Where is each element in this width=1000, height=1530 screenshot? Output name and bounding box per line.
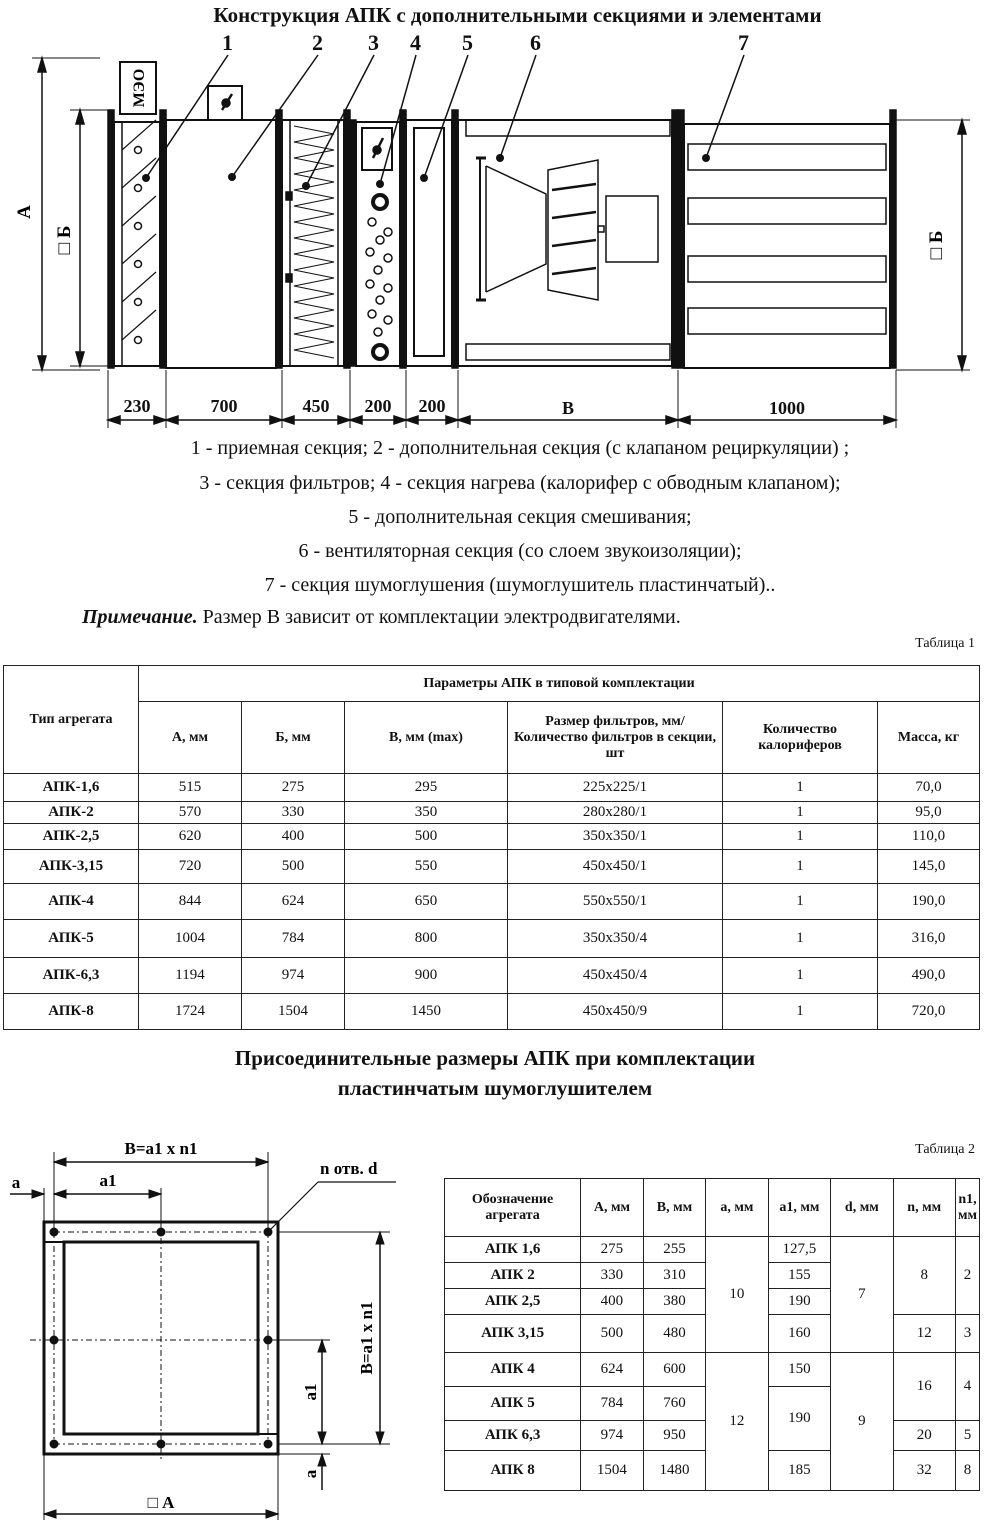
table1-cell: 225x225/1	[508, 774, 723, 802]
table1-cell: 974	[242, 958, 345, 994]
table1-header-filters: Размер фильтров, мм/ Количество фильтров в секции, шт	[508, 702, 723, 774]
table2-b: 950	[643, 1421, 706, 1451]
table2-a1: 127,5	[768, 1237, 831, 1263]
table1-cell: 330	[242, 802, 345, 824]
table1-cell: 500	[345, 824, 508, 850]
section2-title-line2: пластинчатым шумоглушителем	[337, 1076, 653, 1100]
table1-type-cell: АПК-3,15	[4, 850, 139, 884]
table1-row	[4, 802, 980, 824]
table2-n1-group-3: 4	[955, 1353, 979, 1421]
table1-cell: 316,0	[878, 920, 980, 958]
table1-cell: 295	[345, 774, 508, 802]
table2-a-group-1: 10	[706, 1237, 768, 1353]
table1-cell: 784	[242, 920, 345, 958]
flange-diagram	[0, 1130, 420, 1530]
section-number-5: 5	[462, 30, 473, 55]
table1-cell: 550x550/1	[508, 884, 723, 920]
note	[82, 606, 681, 629]
legend-line-5: 7 - секция шумоглушения (шумоглушитель пластинчатый)..	[264, 574, 776, 596]
flange-square-a-label: □ А	[147, 1493, 175, 1512]
dimension-450: 450	[302, 396, 330, 416]
dimension-b-left-label: □ Б	[54, 225, 75, 255]
note-label: Примечание.	[82, 606, 198, 628]
flange-a1-label: а1	[99, 1171, 117, 1190]
section-number-2: 2	[312, 30, 323, 55]
table1-cell: 280x280/1	[508, 802, 723, 824]
table1-cell: 900	[345, 958, 508, 994]
table2-b: 380	[643, 1289, 706, 1315]
table2-a: 784	[581, 1387, 644, 1421]
table1-group-header: Параметры АПК в типовой комплектации	[139, 666, 980, 702]
table1-row	[4, 774, 980, 802]
table1-type-cell: АПК-4	[4, 884, 139, 920]
table2-n-group-4: 20	[893, 1421, 955, 1451]
legend-line-2: 3 - секция фильтров; 4 - секция нагрева (калорифер с обводным клапаном);	[199, 472, 841, 494]
table1-row	[4, 994, 980, 1030]
dimension-v: В	[561, 398, 574, 418]
flange-b-label: В=а1 х n1	[124, 1139, 198, 1158]
table1-type-header: Тип агрегата	[4, 666, 139, 774]
table1-cell: 1724	[139, 994, 242, 1030]
table1-cell: 350x350/1	[508, 824, 723, 850]
table1-row	[4, 824, 980, 850]
table1-cell: 1004	[139, 920, 242, 958]
table1-cell: 145,0	[878, 850, 980, 884]
table2-b: 760	[643, 1387, 706, 1421]
table2-type: АПК 6,3	[445, 1421, 581, 1451]
table2-a: 400	[581, 1289, 644, 1315]
table1-cell: 275	[242, 774, 345, 802]
table2-n1-group-1: 2	[955, 1237, 979, 1315]
table1-cell: 620	[139, 824, 242, 850]
legend-line-4: 6 - вентиляторная секция (со слоем звукоизоляции);	[298, 540, 742, 562]
table1-cell: 1	[723, 958, 878, 994]
table1-cell: 1	[723, 774, 878, 802]
table1-cell: 450x450/1	[508, 850, 723, 884]
table2-caption: Таблица 2	[915, 1142, 975, 1157]
table2-b: 1480	[643, 1451, 706, 1491]
table2-a1: 185	[768, 1451, 831, 1491]
table2-n1-group-4: 5	[955, 1421, 979, 1451]
table2-type: АПК 2	[445, 1263, 581, 1289]
flange-b-vertical-label: В=а1 х n1	[357, 1301, 376, 1375]
dimension-200-a: 200	[364, 396, 392, 416]
table1-cell: 570	[139, 802, 242, 824]
section-number-1: 1	[222, 30, 233, 55]
table2-header-a-small: а, мм	[706, 1179, 768, 1237]
table2-n-group-3: 16	[893, 1353, 955, 1421]
table2-a1: 190	[768, 1289, 831, 1315]
table1-cell: 515	[139, 774, 242, 802]
table2-n1-group-5: 8	[955, 1451, 979, 1491]
table2-b: 310	[643, 1263, 706, 1289]
table2-n-group-1: 8	[893, 1237, 955, 1315]
section-number-3: 3	[368, 30, 379, 55]
table1-cell: 1	[723, 824, 878, 850]
table1-cell: 450x450/9	[508, 994, 723, 1030]
flange-a1-vertical-label: а1	[301, 1383, 320, 1401]
table2-a1: 155	[768, 1263, 831, 1289]
table2-type: АПК 5	[445, 1387, 581, 1421]
table1-cell: 190,0	[878, 884, 980, 920]
table1-cell: 1	[723, 850, 878, 884]
table1-type-cell: АПК-5	[4, 920, 139, 958]
table1-caption: Таблица 1	[915, 636, 975, 651]
table1-cell: 720	[139, 850, 242, 884]
table1-cell: 1504	[242, 994, 345, 1030]
table2-header-b: В, мм	[643, 1179, 706, 1237]
table2-type: АПК 1,6	[445, 1237, 581, 1263]
dimension-200-b: 200	[418, 396, 446, 416]
table2-b: 600	[643, 1353, 706, 1387]
section-number-6: 6	[530, 30, 541, 55]
table1-cell: 110,0	[878, 824, 980, 850]
dimension-230: 230	[123, 396, 151, 416]
flange-a-vertical-label: а	[301, 1469, 320, 1479]
table2-n-group-5: 32	[893, 1451, 955, 1491]
table1-cell: 95,0	[878, 802, 980, 824]
table2-a1: 150	[768, 1353, 831, 1387]
table2-n1-group-2: 3	[955, 1315, 979, 1353]
table2-header-a: А, мм	[581, 1179, 644, 1237]
table2	[444, 1178, 980, 1491]
table1-cell: 720,0	[878, 994, 980, 1030]
dimension-700: 700	[210, 396, 238, 416]
table2-a: 275	[581, 1237, 644, 1263]
table1-cell: 400	[242, 824, 345, 850]
table1-cell: 800	[345, 920, 508, 958]
table2-a1: 190	[768, 1387, 831, 1451]
table1-cell: 1	[723, 884, 878, 920]
section-number-4: 4	[410, 30, 421, 55]
table2-d-group-2: 9	[831, 1353, 893, 1491]
table2-a: 330	[581, 1263, 644, 1289]
table1-cell: 1	[723, 802, 878, 824]
page-title: Конструкция АПК с дополнительными секциями и элементами	[213, 3, 822, 27]
table1-cell: 70,0	[878, 774, 980, 802]
table2-a-group-2: 12	[706, 1353, 768, 1491]
legend-line-1: 1 - приемная секция; 2 - дополнительная секция (с клапаном рециркуляции) ;	[190, 437, 850, 459]
table1-header-heaters: Количество калориферов	[723, 702, 878, 774]
table1-row	[4, 850, 980, 884]
table2-type: АПК 3,15	[445, 1315, 581, 1353]
table1-cell: 1450	[345, 994, 508, 1030]
table2-a: 1504	[581, 1451, 644, 1491]
legend-line-3: 5 - дополнительная секция смешивания;	[348, 506, 692, 528]
table1-type-cell: АПК-6,3	[4, 958, 139, 994]
table1-cell: 1194	[139, 958, 242, 994]
table1-type-cell: АПК-2	[4, 802, 139, 824]
table2-header-d: d, мм	[831, 1179, 893, 1237]
table1-header-b: Б, мм	[242, 702, 345, 774]
table1-row	[4, 920, 980, 958]
table1	[3, 665, 980, 1030]
table1-cell: 350x350/4	[508, 920, 723, 958]
table1-cell: 844	[139, 884, 242, 920]
table1-cell: 450x450/4	[508, 958, 723, 994]
table1-type-cell: АПК-1,6	[4, 774, 139, 802]
table1-cell: 550	[345, 850, 508, 884]
table1-cell: 624	[242, 884, 345, 920]
section2-title-line1: Присоединительные размеры АПК при комплектации	[234, 1046, 756, 1070]
table2-header-n1: n1, мм	[955, 1179, 979, 1237]
flange-holes-label: n отв. d	[320, 1159, 378, 1178]
meo-label: МЭО	[131, 68, 148, 108]
section-number-7: 7	[738, 30, 749, 55]
table1-row	[4, 884, 980, 920]
table1-type-cell: АПК-8	[4, 994, 139, 1030]
table1-cell: 350	[345, 802, 508, 824]
table1-row	[4, 958, 980, 994]
table1-header-a: А, мм	[139, 702, 242, 774]
table2-header-type: Обозначение агрегата	[445, 1179, 581, 1237]
dimension-b-right-label: □ Б	[926, 230, 947, 260]
table2-type: АПК 2,5	[445, 1289, 581, 1315]
table2-a1: 160	[768, 1315, 831, 1353]
table2-type: АПК 8	[445, 1451, 581, 1491]
table2-a: 974	[581, 1421, 644, 1451]
table1-cell: 500	[242, 850, 345, 884]
table1-type-cell: АПК-2,5	[4, 824, 139, 850]
table1-cell: 650	[345, 884, 508, 920]
table2-a: 624	[581, 1353, 644, 1387]
table1-cell: 1	[723, 994, 878, 1030]
construction-diagram	[0, 0, 1000, 430]
dimension-a-label: А	[14, 205, 35, 219]
table1-cell: 490,0	[878, 958, 980, 994]
table2-header-a1: а1, мм	[768, 1179, 831, 1237]
table2-type: АПК 4	[445, 1353, 581, 1387]
table2-d-group-1: 7	[831, 1237, 893, 1353]
table2-b: 480	[643, 1315, 706, 1353]
table2-a: 500	[581, 1315, 644, 1353]
table2-n-group-2: 12	[893, 1315, 955, 1353]
flange-a-label: а	[11, 1173, 21, 1192]
table2-b: 255	[643, 1237, 706, 1263]
note-text: Размер В зависит от комплектации электродвигателями.	[197, 606, 681, 628]
table1-header-v: В, мм (max)	[345, 702, 508, 774]
table1-header-mass: Масса, кг	[878, 702, 980, 774]
dimension-1000: 1000	[769, 398, 805, 418]
table2-header-n: n, мм	[893, 1179, 955, 1237]
table1-cell: 1	[723, 920, 878, 958]
